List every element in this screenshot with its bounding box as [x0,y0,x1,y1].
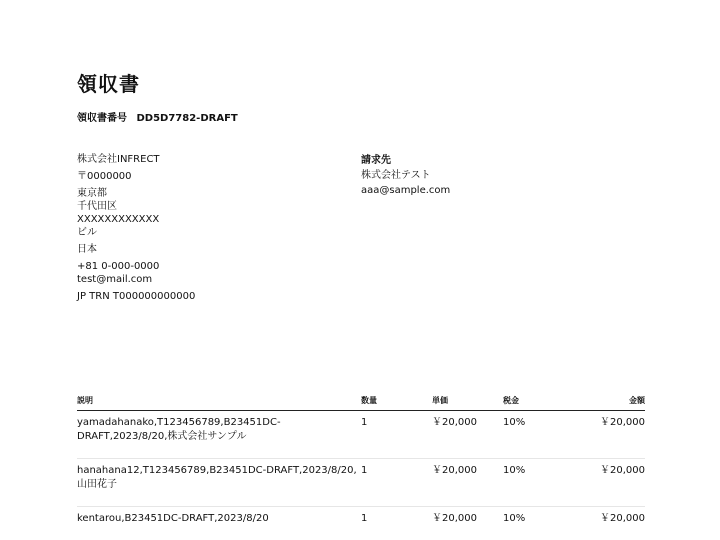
row-tax: 10% [503,411,574,459]
issuer-email: test@mail.com [77,274,153,285]
bill-to-label: 請求先 [361,155,391,166]
issuer-prefecture: 東京都 [77,188,107,199]
row-tax: 10% [503,459,574,507]
header-amount: 金額 [574,393,645,411]
header-description: 説明 [77,393,361,411]
issuer-address: XXXXXXXXXXXX [77,214,160,225]
row-amount: ￥20,000 [600,513,645,524]
line-items-table [77,393,645,540]
row-unit-price: ￥20,000 [432,411,503,459]
header-quantity: 数量 [361,393,432,411]
header-tax: 税金 [503,393,574,411]
bill-to-name: 株式会社テスト [361,170,431,181]
issuer-building: ビル [77,227,97,238]
row-unit-price: ￥20,000 [432,459,503,507]
table-header-row [77,393,645,411]
row-tax: 10% [503,513,526,524]
issuer-trn: JP TRN T000000000000 [77,291,196,302]
row-description: kentarou,B23451DC-DRAFT,2023/8/20 [77,513,269,524]
issuer-city: 千代田区 [77,201,117,212]
row-quantity: 1 [361,459,432,507]
issuer-postal: 〒0000000 [77,171,132,182]
table-row [77,459,645,507]
receipt-number-label: 領収書番号 [77,113,127,124]
bill-to-email: aaa@sample.com [361,185,451,196]
row-quantity: 1 [361,513,368,524]
table-row [77,507,645,540]
row-quantity: 1 [361,411,432,459]
row-unit-price: ￥20,000 [432,513,477,524]
issuer-phone: +81 0-000-0000 [77,261,160,272]
document-title: 領収書 [77,72,140,96]
row-description: yamadahanako,T123456789,B23451DC-DRAFT,2023/8/20,株式会社サンプル [77,411,361,459]
issuer-country: 日本 [77,244,97,255]
row-amount: ￥20,000 [574,411,645,459]
row-amount: ￥20,000 [574,459,645,507]
receipt-number-value: DD5D7782-DRAFT [136,113,238,124]
receipt-number-row [77,109,238,124]
issuer-block [77,153,337,303]
row-description: hanahana12,T123456789,B23451DC-DRAFT,2023/8/20,山田花子 [77,459,361,507]
table-row [77,411,645,459]
issuer-company: 株式会社INFRECT [77,154,160,165]
bill-to-block [361,153,450,198]
header-unit-price: 単価 [432,393,503,411]
